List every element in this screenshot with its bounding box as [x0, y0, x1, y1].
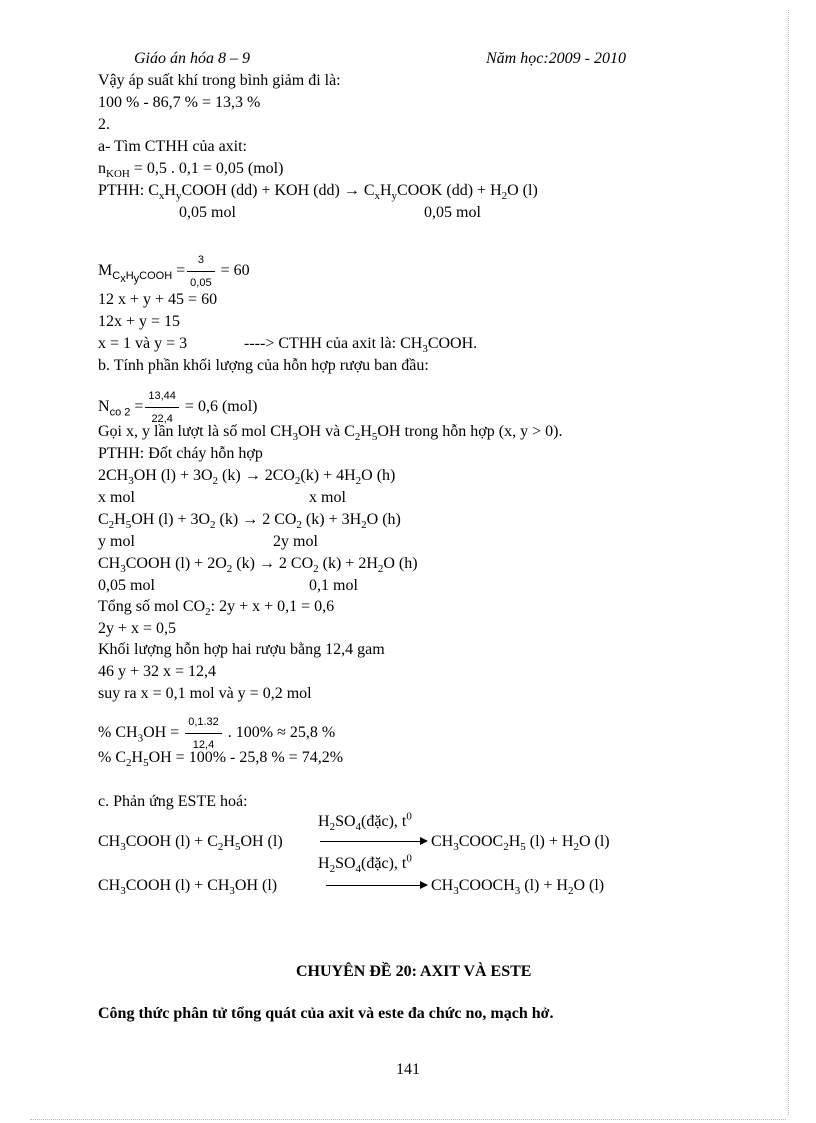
- right-arrow-icon: [326, 885, 420, 886]
- molar-mass-eq: $M_{C_xH_yCOOH}$ = $\frac{3}{0,05}$ = 60: [98, 250, 250, 293]
- fraction: $\frac{13,44}{22,4}$: [145, 386, 179, 429]
- section-subtitle: Công thức phân tử tổng quát của axit và este đa chức no, mạch hở.: [98, 1005, 554, 1022]
- text-line: c. Phản ứng ESTE hoá:: [98, 793, 248, 810]
- reaction: $CH_3COOH$ $(l) + 2O_2$ (k) → 2 $CO_2$ $(k) + 2H_2O$ (h): [98, 555, 418, 576]
- text-line: 12 x + y + 45 = 60: [98, 291, 218, 308]
- text-line: Tổng số mol $CO_2$: 2y + x + 0,1 = 0,6: [98, 598, 335, 619]
- mol-label: 0,05 mol: [179, 204, 236, 221]
- percent-c2h5oh: % $C_2H_5OH = 100\% - 25,8$ % = 74,2%: [98, 749, 344, 770]
- text-line: Gọi x, y lần lượt là số mol $CH_3OH$ và $C_2H_5OH$ trong hỗn hợp (x, y > 0).: [98, 423, 563, 444]
- page-border-right: [788, 10, 789, 1115]
- right-arrow-icon: →: [258, 555, 275, 572]
- reaction-ester-2: $CH_3COOH$ $(l) + CH_3OH$ (l): [98, 877, 278, 898]
- mol-label: x mol: [98, 489, 135, 506]
- catalyst-label: $H_2SO_4(đặc)$, $t^0$: [318, 810, 412, 834]
- text-line: Khối lượng hỗn hợp hai rượu bằng 12,4 gam: [98, 641, 385, 658]
- reaction: $C_2H_5OH$ $(l) + 3O_2$ (k) → 2 $CO_2$ $(k) + 3H_2O$ (h): [98, 511, 401, 532]
- text-line: 2.: [98, 116, 110, 133]
- text-line: b. Tính phần khối lượng của hỗn hợp rượu ban đầu:: [98, 357, 429, 374]
- reaction: $2CH_3OH$ $(l) + 3O_2$ $(k) \to 2CO_2(k) + 4H_2O$ (h): [98, 467, 396, 488]
- approx-icon: ≈: [277, 724, 286, 742]
- reaction-neutralization: PTHH: $C_xH_yCOOH$ (dd) + KOH $(dd) \to C_xH_yCOOK$ $(dd) + H_2O$ (l): [98, 182, 538, 203]
- text-line: suy ra x = 0,1 mol và y = 0,2 mol: [98, 685, 312, 702]
- right-arrow-icon: [320, 841, 420, 842]
- mol-label: 0,05 mol: [98, 577, 155, 594]
- header-right: Năm học:2009 - 2010: [486, 50, 626, 67]
- text-line: x = 1 và y = 3: [98, 335, 188, 352]
- text-line: Vậy áp suất khí trong bình giảm đi là:: [98, 72, 341, 89]
- moles-co2: $N_{co 2}$ = $\frac{13,44}{22,4}$ = 0,6 (mol): [98, 386, 258, 429]
- right-arrow-icon: →: [242, 511, 259, 528]
- mol-label: 0,1 mol: [309, 577, 358, 594]
- text-line: ----> CTHH của axit là: $CH_3COOH$.: [244, 335, 478, 356]
- reaction-ester-1-product: $CH_3COOC_2H_5$ $(l) + H_2O$ (l): [431, 833, 610, 854]
- text-line: 100 % - 86,7 % = 13,3 %: [98, 94, 261, 111]
- reaction-ester-2-product: $CH_3COOCH_3$ $(l) + H_2O$ (l): [431, 877, 605, 898]
- mol-label: y mol: [98, 533, 135, 550]
- reaction-ester-1: $CH_3COOH$ $(l) + C_2H_5OH$ (l): [98, 833, 283, 854]
- right-arrow-icon: →: [244, 467, 261, 484]
- text-line: 2y + x = 0,5: [98, 620, 177, 637]
- page-border-bottom: [30, 1119, 786, 1120]
- percent-ch3oh: % $CH_3OH$ = $\frac{0,1.32}{12,4}$ . 100% ≈ 25,8 %: [98, 712, 335, 755]
- text-line: 12x + y = 15: [98, 313, 181, 330]
- fraction: $\frac{3}{0,05}$: [187, 250, 214, 293]
- page-number: 141: [396, 1061, 420, 1078]
- text-line: 46 y + 32 x = 12,4: [98, 663, 217, 680]
- mol-label: 0,05 mol: [424, 204, 481, 221]
- section-title: CHUYÊN ĐỀ 20: AXIT VÀ ESTE: [296, 963, 532, 980]
- header-left: Giáo án hóa 8 – 9: [134, 50, 250, 67]
- fraction: $\frac{0,1.32}{12,4}$: [185, 712, 222, 755]
- text-line: PTHH: Đốt cháy hỗn hợp: [98, 445, 263, 462]
- mol-label: 2y mol: [273, 533, 318, 550]
- moles-koh: $n_{KOH} = 0,5$ . 0,1 = 0,05 (mol): [98, 160, 284, 181]
- mol-label: x mol: [309, 489, 346, 506]
- catalyst-label: $H_2SO_4(đặc)$, $t^0$: [318, 852, 412, 876]
- right-arrow-icon: →: [343, 182, 360, 199]
- text-line: a- Tìm CTHH của axit:: [98, 138, 247, 155]
